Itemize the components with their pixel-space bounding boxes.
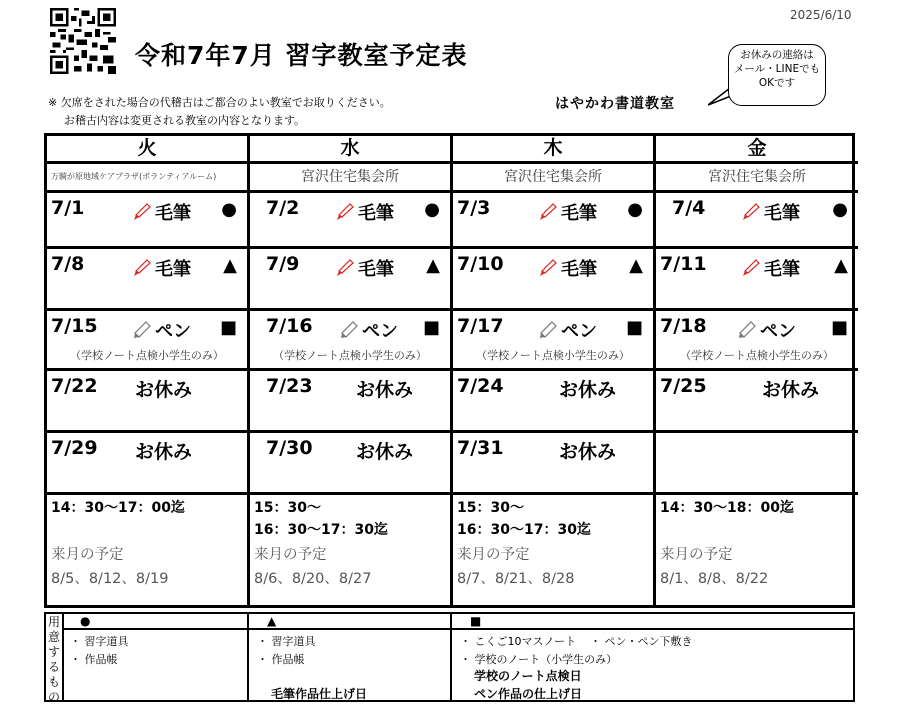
lesson-note: （学校ノート点検小学生のみ） xyxy=(680,349,834,362)
lesson-date: 7/30 xyxy=(266,437,313,459)
lesson-cell xyxy=(453,193,656,249)
holiday-cell xyxy=(656,371,858,433)
triangle-mark: ▲ xyxy=(267,614,277,628)
brush-final-day: 毛筆作品仕上げ日 xyxy=(271,687,368,701)
supply-item: ・ こくご10マスノート xyxy=(460,635,577,648)
holiday-label: お休み xyxy=(762,379,820,401)
circle-mark: ● xyxy=(221,199,237,220)
next-month-dates: 8/6、8/20、8/27 xyxy=(254,571,372,587)
lesson-cell xyxy=(250,311,453,371)
lesson-activity xyxy=(340,317,398,343)
circle-mark: ● xyxy=(80,614,91,628)
activity-label: 毛筆 xyxy=(561,203,597,224)
supply-item: ・ ペン・ペン下敷き xyxy=(590,635,693,648)
square-mark: ■ xyxy=(625,317,643,338)
holiday-label: お休み xyxy=(356,441,414,463)
triangle-mark: ▲ xyxy=(223,255,237,276)
square-mark: ■ xyxy=(830,317,848,338)
venue-tue: 万騎が原地域ケアプラザ(ボランティアルーム) xyxy=(47,164,250,193)
pen-final-day: ペン作品の仕上げ日 xyxy=(474,687,583,701)
time-cell xyxy=(47,495,250,605)
next-month-label: 来月の予定 xyxy=(660,547,733,563)
holiday-label: お休み xyxy=(135,379,193,401)
lesson-cell xyxy=(453,311,656,371)
lesson-date: 7/10 xyxy=(457,253,504,275)
brush-icon xyxy=(539,203,557,221)
lesson-cell xyxy=(47,311,250,371)
activity-label: ペン xyxy=(362,321,398,342)
activity-label: 毛筆 xyxy=(358,203,394,224)
notebook-check-day: 学校のノート点検日 xyxy=(474,669,582,683)
square-mark: ■ xyxy=(470,614,482,628)
triangle-mark: ▲ xyxy=(426,255,440,276)
triangle-mark: ▲ xyxy=(629,255,643,276)
activity-label: 毛筆 xyxy=(155,259,191,280)
schedule-table xyxy=(44,133,855,608)
brush-icon xyxy=(133,259,151,277)
holiday-cell xyxy=(47,371,250,433)
supplies-label xyxy=(46,614,64,704)
activity-label: 毛筆 xyxy=(561,259,597,280)
brush-icon xyxy=(336,259,354,277)
holiday-label: お休み xyxy=(135,441,193,463)
lesson-note: （学校ノート点検小学生のみ） xyxy=(273,349,427,362)
pencil-icon xyxy=(340,321,358,339)
square-mark: ■ xyxy=(219,317,237,338)
bubble-line: OKです xyxy=(758,77,796,89)
contact-speech-bubble xyxy=(728,44,826,106)
qr-code xyxy=(48,8,118,74)
supplies-label-char: る xyxy=(47,660,60,674)
supplies-label-char: の xyxy=(47,690,60,704)
supplies-label-char: 用 xyxy=(47,615,60,629)
lesson-activity xyxy=(539,255,597,281)
lesson-cell xyxy=(656,193,858,249)
page-title: 令和7年7月 習字教室予定表 xyxy=(135,41,468,70)
supplies-square-header xyxy=(452,614,853,630)
activity-label: ペン xyxy=(760,321,796,342)
activity-label: ペン xyxy=(155,321,191,342)
lesson-activity xyxy=(738,317,796,343)
lesson-activity xyxy=(133,317,191,343)
circle-mark: ● xyxy=(832,199,848,220)
bubble-line: メール・LINEでも xyxy=(733,63,821,75)
time-cell xyxy=(250,495,453,605)
lesson-note: （学校ノート点検小学生のみ） xyxy=(476,349,630,362)
circle-mark: ● xyxy=(627,199,643,220)
activity-label: ペン xyxy=(561,321,597,342)
lesson-date: 7/29 xyxy=(51,437,98,459)
next-month-label: 来月の予定 xyxy=(254,547,327,563)
time-cell xyxy=(453,495,656,605)
lesson-time: 15：30～ xyxy=(254,500,321,516)
venue-fri: 宮沢住宅集会所 xyxy=(656,164,858,193)
lesson-date: 7/4 xyxy=(672,197,706,219)
lesson-date: 7/18 xyxy=(660,315,707,337)
holiday-label: お休み xyxy=(356,379,414,401)
supplies-table xyxy=(44,612,855,702)
venue-wed: 宮沢住宅集会所 xyxy=(250,164,453,193)
supplies-triangle-column xyxy=(249,614,452,700)
school-name: はやかわ書道教室 xyxy=(555,96,675,112)
supplies-circle-header xyxy=(64,614,247,630)
lesson-date: 7/17 xyxy=(457,315,504,337)
lesson-date: 7/11 xyxy=(660,253,707,275)
lesson-cell xyxy=(250,249,453,311)
lesson-time: 16：30～17：30迄 xyxy=(457,522,591,538)
lesson-activity xyxy=(539,317,597,343)
lesson-activity xyxy=(336,255,394,281)
next-month-dates: 8/1、8/8、8/22 xyxy=(660,571,769,587)
triangle-mark: ▲ xyxy=(834,255,848,276)
holiday-cell xyxy=(250,433,453,495)
supply-item: ・ 学校のノート（小学生のみ） xyxy=(460,653,618,666)
activity-label: 毛筆 xyxy=(764,259,800,280)
circle-mark: ● xyxy=(424,199,440,220)
day-header-tue: 火 xyxy=(47,136,250,164)
time-cell xyxy=(656,495,858,605)
activity-label: 毛筆 xyxy=(764,203,800,224)
brush-icon xyxy=(336,203,354,221)
lesson-cell xyxy=(250,193,453,249)
supplies-label-char: も xyxy=(47,675,60,689)
lesson-cell xyxy=(47,193,250,249)
lesson-activity xyxy=(742,199,800,225)
brush-icon xyxy=(133,203,151,221)
venue-thu: 宮沢住宅集会所 xyxy=(453,164,656,193)
lesson-time: 14：30～18：00迄 xyxy=(660,500,794,516)
brush-icon xyxy=(742,259,760,277)
lesson-date: 7/24 xyxy=(457,375,504,397)
lesson-date: 7/25 xyxy=(660,375,707,397)
lesson-content-note: お稽古内容は変更される教室の内容となります。 xyxy=(64,114,306,127)
activity-label: 毛筆 xyxy=(358,259,394,280)
next-month-label: 来月の予定 xyxy=(51,547,124,563)
next-month-dates: 8/5、8/12、8/19 xyxy=(51,571,169,587)
lesson-date: 7/15 xyxy=(51,315,98,337)
holiday-cell xyxy=(453,371,656,433)
lesson-date: 7/9 xyxy=(266,253,300,275)
issue-date: 2025/6/10 xyxy=(790,8,852,22)
absence-note: ※ 欠席をされた場合の代稽古はご都合のよい教室でお取りください。 xyxy=(48,96,391,109)
supply-item: ・ 習字道具 xyxy=(257,635,316,648)
lesson-date: 7/3 xyxy=(457,197,491,219)
day-header-fri: 金 xyxy=(656,136,858,164)
supply-item: ・ 作品帳 xyxy=(70,653,118,666)
lesson-activity xyxy=(742,255,800,281)
pencil-icon xyxy=(133,321,151,339)
pencil-icon xyxy=(539,321,557,339)
lesson-activity xyxy=(336,199,394,225)
supplies-label-char: す xyxy=(47,645,60,659)
holiday-label: お休み xyxy=(559,441,617,463)
next-month-dates: 8/7、8/21、8/28 xyxy=(457,571,575,587)
bubble-line: お休みの連絡は xyxy=(740,49,814,61)
holiday-cell xyxy=(453,433,656,495)
lesson-date: 7/1 xyxy=(51,197,85,219)
lesson-cell xyxy=(453,249,656,311)
supplies-square-column xyxy=(452,614,853,700)
holiday-label: お休み xyxy=(559,379,617,401)
empty-cell xyxy=(656,433,858,495)
lesson-date: 7/31 xyxy=(457,437,504,459)
lesson-cell xyxy=(47,249,250,311)
supplies-circle-column xyxy=(64,614,249,700)
lesson-date: 7/23 xyxy=(266,375,313,397)
pencil-icon xyxy=(738,321,756,339)
lesson-time: 15：30～ xyxy=(457,500,524,516)
lesson-note: （学校ノート点検小学生のみ） xyxy=(70,349,224,362)
lesson-activity xyxy=(133,255,191,281)
holiday-cell xyxy=(250,371,453,433)
lesson-activity xyxy=(133,199,191,225)
supplies-triangle-header xyxy=(249,614,450,630)
lesson-date: 7/16 xyxy=(266,315,313,337)
next-month-label: 来月の予定 xyxy=(457,547,530,563)
lesson-date: 7/2 xyxy=(266,197,300,219)
brush-icon xyxy=(539,259,557,277)
lesson-date: 7/22 xyxy=(51,375,98,397)
lesson-time: 16：30～17：30迄 xyxy=(254,522,388,538)
brush-icon xyxy=(742,203,760,221)
lesson-cell xyxy=(656,249,858,311)
supplies-label-char: 意 xyxy=(47,630,60,644)
square-mark: ■ xyxy=(422,317,440,338)
lesson-time: 14：30～17：00迄 xyxy=(51,500,185,516)
day-header-wed: 水 xyxy=(250,136,453,164)
lesson-date: 7/8 xyxy=(51,253,85,275)
activity-label: 毛筆 xyxy=(155,203,191,224)
lesson-activity xyxy=(539,199,597,225)
supply-item: ・ 習字道具 xyxy=(70,635,129,648)
supply-item: ・ 作品帳 xyxy=(257,653,305,666)
lesson-cell xyxy=(656,311,858,371)
day-header-thu: 木 xyxy=(453,136,656,164)
holiday-cell xyxy=(47,433,250,495)
